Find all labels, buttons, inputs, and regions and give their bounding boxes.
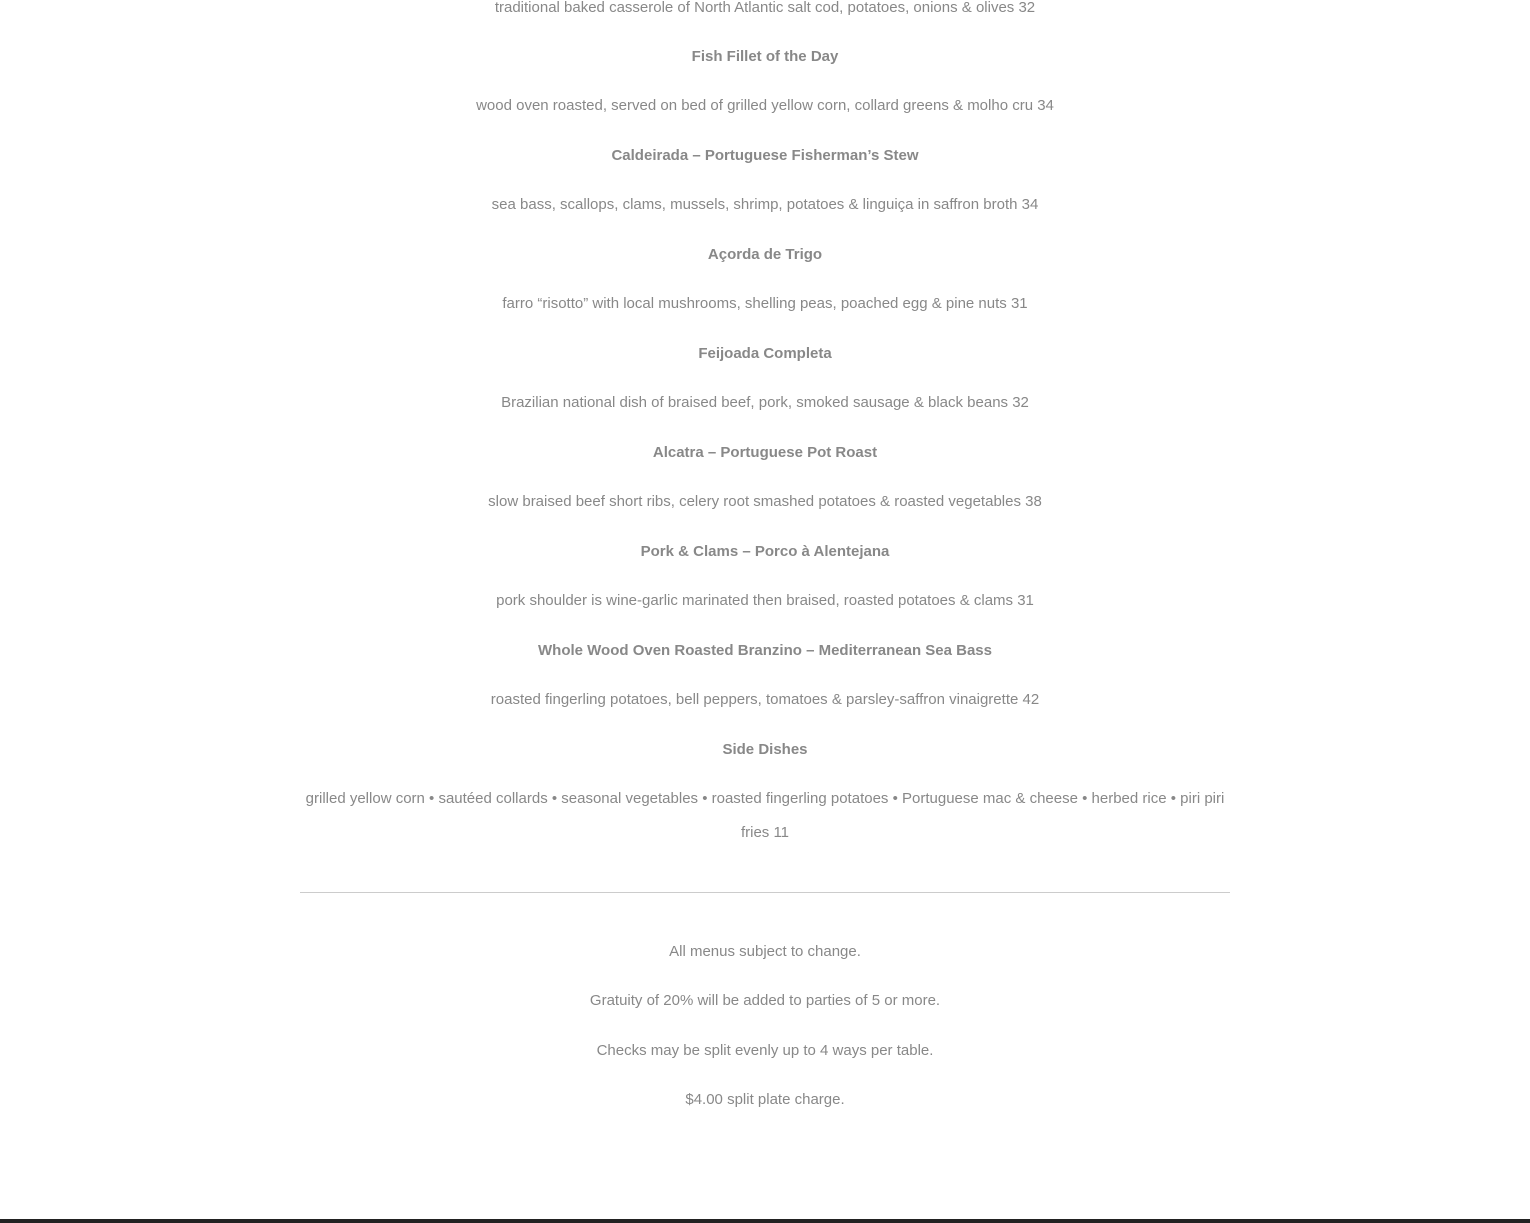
dish-title: Feijoada Completa bbox=[698, 345, 832, 362]
dish-description: pork shoulder is wine-garlic marinated then braised, roasted potatoes & clams 31 bbox=[496, 592, 1034, 609]
divider bbox=[300, 892, 1230, 893]
note-text: $4.00 split plate charge. bbox=[685, 1091, 845, 1108]
dish-description: sea bass, scallops, clams, mussels, shrimp, potatoes & linguiça in saffron broth 34 bbox=[491, 196, 1039, 213]
dish-description: traditional baked casserole of North Atlantic salt cod, potatoes, onions & olives 32 bbox=[494, 0, 1036, 16]
dish-title: Pork & Clams – Porco à Alentejana bbox=[640, 543, 890, 560]
dish-title: Alcatra – Portuguese Pot Roast bbox=[652, 444, 878, 461]
side-dishes-list: grilled yellow corn • sautéed collards • seasonal vegetables • roasted fingerling potatoes • Portuguese mac & cheese • herbed rice • piri piri fries 11 bbox=[305, 790, 1225, 841]
dish-description: slow braised beef short ribs, celery root smashed potatoes & roasted vegetables 38 bbox=[488, 493, 1042, 510]
dish-title: Caldeirada – Portuguese Fisherman’s Stew bbox=[611, 147, 919, 164]
footer-bar bbox=[0, 1219, 1530, 1223]
note-text: Checks may be split evenly up to 4 ways per table. bbox=[596, 1042, 934, 1059]
note-text: Gratuity of 20% will be added to parties of 5 or more. bbox=[589, 992, 941, 1009]
dish-description: roasted fingerling potatoes, bell peppers, tomatoes & parsley-saffron vinaigrette 42 bbox=[490, 691, 1040, 708]
dish-description: Brazilian national dish of braised beef, pork, smoked sausage & black beans 32 bbox=[501, 394, 1029, 411]
dish-description: wood oven roasted, served on bed of grilled yellow corn, collard greens & molho cru 34 bbox=[476, 97, 1054, 114]
dish-title: Fish Fillet of the Day bbox=[691, 48, 839, 65]
note-text: All menus subject to change. bbox=[669, 943, 861, 960]
dish-description: farro “risotto” with local mushrooms, shelling peas, poached egg & pine nuts 31 bbox=[502, 295, 1028, 312]
dish-title: Whole Wood Oven Roasted Branzino – Mediterranean Sea Bass bbox=[538, 642, 992, 659]
dish-title: Açorda de Trigo bbox=[707, 246, 823, 263]
section-title: Side Dishes bbox=[722, 741, 808, 758]
